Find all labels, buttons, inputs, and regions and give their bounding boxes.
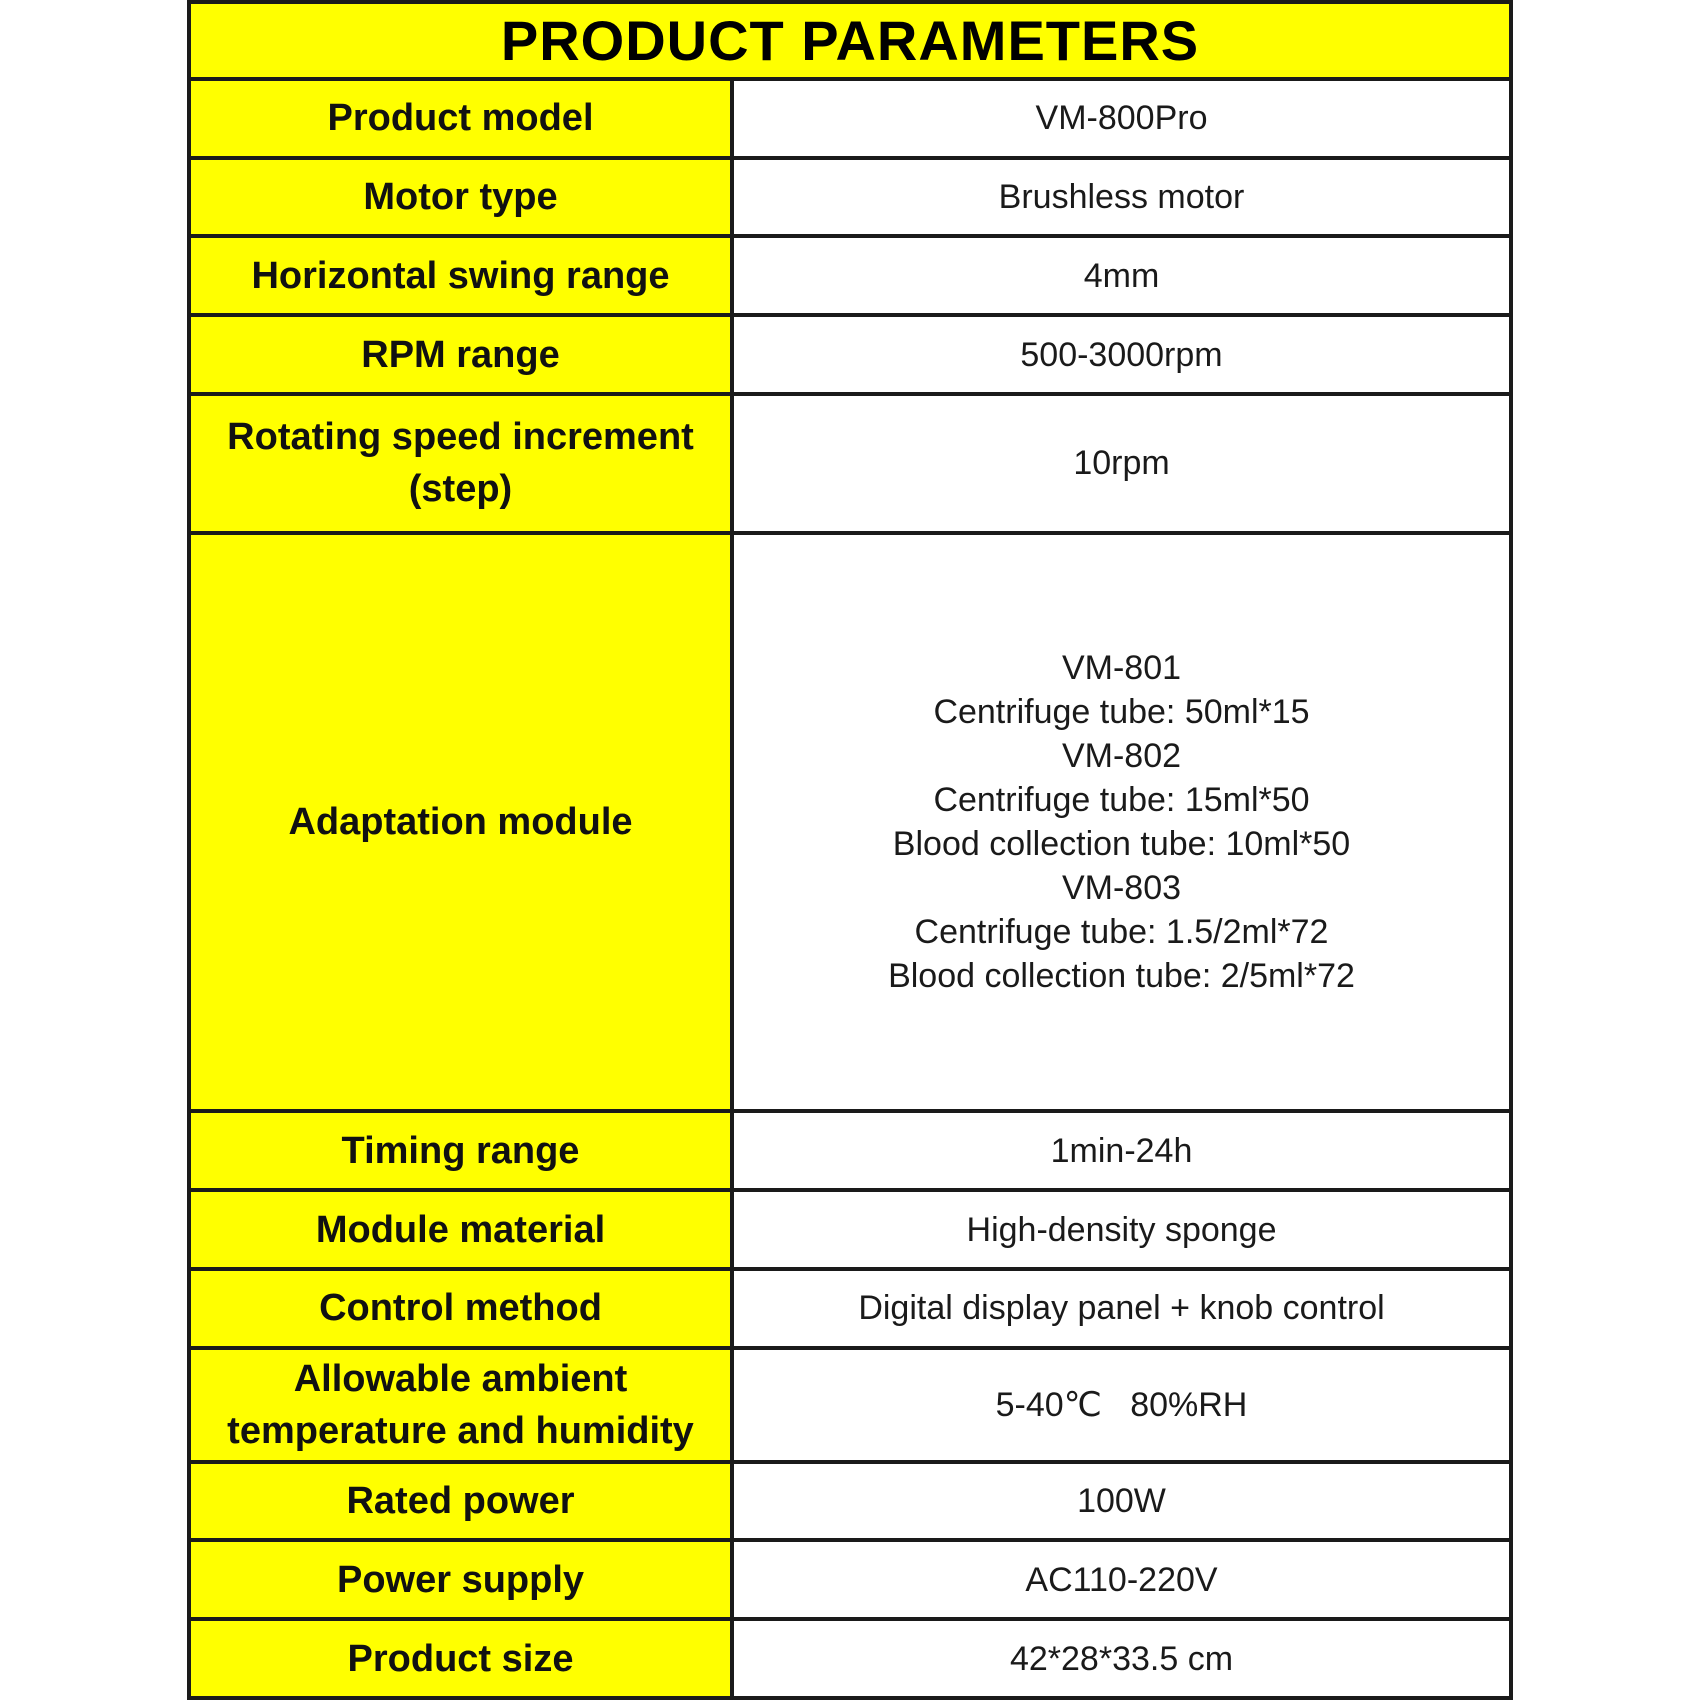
row-label: Module material <box>191 1192 734 1267</box>
row-value: High-density sponge <box>734 1192 1509 1267</box>
row-label: Power supply <box>191 1542 734 1617</box>
table-title: PRODUCT PARAMETERS <box>191 4 1509 81</box>
row-label: Motor type <box>191 160 734 235</box>
row-label: Timing range <box>191 1113 734 1188</box>
row-label: Product size <box>191 1621 734 1696</box>
row-value: 500-3000rpm <box>734 317 1509 392</box>
table-row <box>191 1192 1509 1271</box>
module-line: Blood collection tube: 10ml*50 <box>892 825 1351 864</box>
module-line: Centrifuge tube: 15ml*50 <box>933 781 1310 820</box>
row-label: Adaptation module <box>191 535 734 1110</box>
row-label: Control method <box>191 1271 734 1346</box>
row-value: 100W <box>734 1464 1509 1539</box>
table-row <box>191 238 1509 317</box>
row-value: Brushless motor <box>734 160 1509 235</box>
row-value: Digital display panel + knob control <box>734 1271 1509 1346</box>
row-value: 5-40℃ 80%RH <box>734 1350 1509 1460</box>
table-row <box>191 1350 1509 1464</box>
row-label: Rated power <box>191 1464 734 1539</box>
table-row <box>191 1271 1509 1350</box>
table-row <box>191 396 1509 535</box>
parameters-table <box>187 0 1513 1700</box>
module-line: Centrifuge tube: 50ml*15 <box>933 693 1310 732</box>
table-row <box>191 1113 1509 1192</box>
table-row <box>191 1542 1509 1621</box>
table-row <box>191 160 1509 239</box>
module-line: VM-802 <box>1061 737 1182 776</box>
row-label: Product model <box>191 81 734 156</box>
row-label: Horizontal swing range <box>191 238 734 313</box>
row-label: RPM range <box>191 317 734 392</box>
row-label: Rotating speed increment (step) <box>191 396 734 531</box>
row-value: 1min-24h <box>734 1113 1509 1188</box>
row-value: 10rpm <box>734 396 1509 531</box>
row-value-multiline <box>734 535 1509 1110</box>
table-row <box>191 317 1509 396</box>
module-line: VM-801 <box>1061 649 1182 688</box>
row-value: AC110-220V <box>734 1542 1509 1617</box>
row-label: Allowable ambient temperature and humidity <box>191 1350 734 1460</box>
module-line: VM-803 <box>1061 869 1182 908</box>
row-value: 42*28*33.5 cm <box>734 1621 1509 1696</box>
module-line: Blood collection tube: 2/5ml*72 <box>888 957 1355 996</box>
module-line: Centrifuge tube: 1.5/2ml*72 <box>914 913 1329 952</box>
table-row <box>191 1621 1509 1696</box>
row-value: VM-800Pro <box>734 81 1509 156</box>
table-row <box>191 1464 1509 1543</box>
table-row <box>191 535 1509 1114</box>
row-value: 4mm <box>734 238 1509 313</box>
table-row <box>191 81 1509 160</box>
